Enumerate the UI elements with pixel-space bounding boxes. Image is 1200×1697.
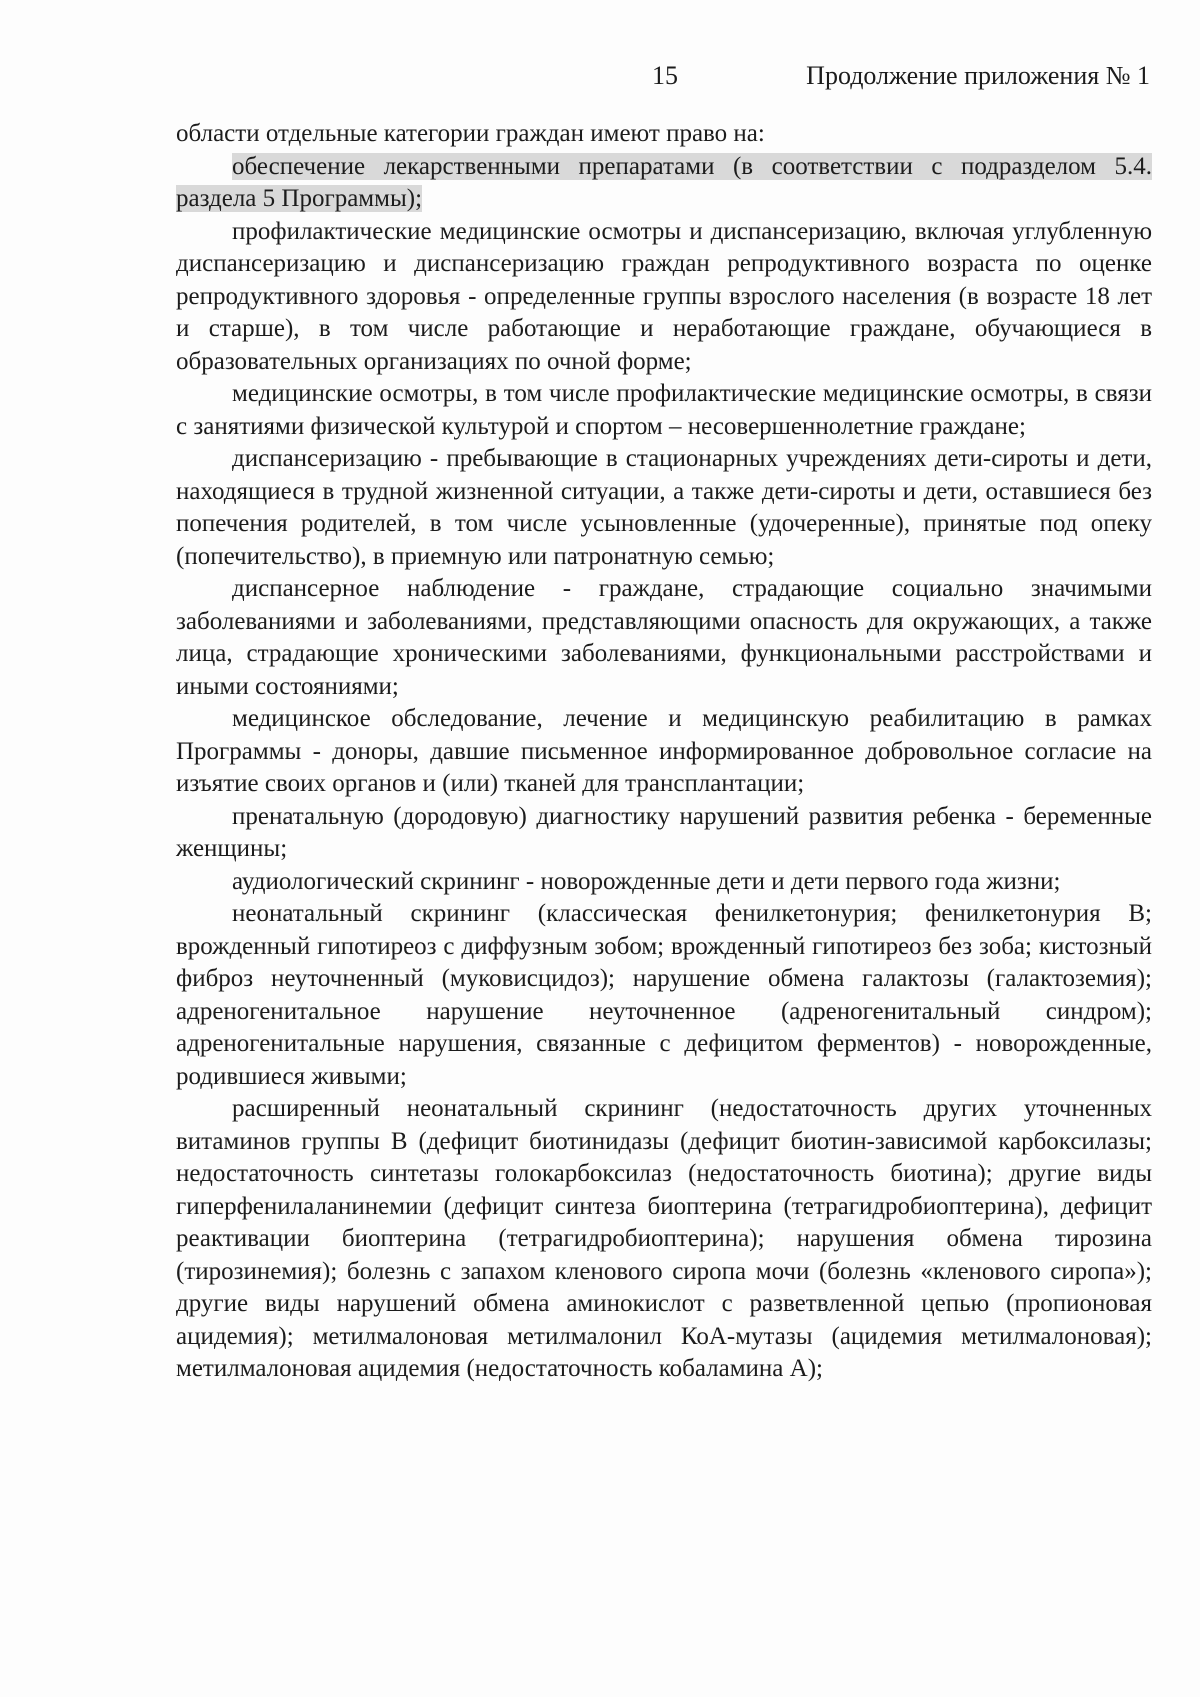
page-number: 15 [652, 61, 678, 90]
paragraph-orphans-screening: диспансеризацию - пребывающие в стационарных учреждениях дети-сироты и дети, находящиеся в трудной жизненной ситуации, а также дети-сироты и дети, оставшиеся без попечения родителей, в том числе усыновленные (удочеренные), принятые под опеку (попечительство), в приемную или патронатную семью; [176, 445, 1152, 570]
paragraph-dispensary-observation: диспансерное наблюдение - граждане, страдающие социально значимыми заболеваниями и заболеваниями, представляющими опасность для окружающих, а также лица, страдающие хроническими заболеваниями, функциональными расстройствами и иными состояниями; [176, 575, 1152, 700]
paragraph-audiology-screening: аудиологический скрининг - новорожденные дети и дети первого года жизни; [232, 867, 1061, 895]
paragraph-extended-neonatal-screening: расширенный неонатальный скрининг (недостаточность других уточненных витаминов группы В (дефицит биотинидазы (дефицит биотин-зависимой карбоксилазы; недостаточность синтетазы голокарбоксилаз (недостаточность биотина); другие виды гиперфенилаланинемии (дефицит синтеза биоптерина (тетрагидробиоптерина), дефицит реактивации биоптерина (тетрагидробиоптерина); нарушения обмена тирозина (тирозинемия); болезнь с запахом кленового сиропа мочи (болезнь «кленового сиропа»); другие виды нарушений обмена аминокислот с разветвленной цепью (пропионовая ацидемия); метилмалоновая метилмалонил КоА-мутазы (ацидемия метилмалоновая); метилмалоновая ацидемия (недостаточность кобаламина А); [176, 1095, 1152, 1382]
paragraph-medical-exams: медицинские осмотры, в том числе профилактические медицинские осмотры, в связи с занятиями физической культурой и спортом – несовершеннолетние граждане; [176, 380, 1152, 440]
paragraph-drug-provision [176, 151, 1152, 216]
document-body [176, 118, 1152, 1386]
appendix-continuation-label: Продолжение приложения № 1 [806, 61, 1150, 90]
paragraph-intro: области отдельные категории граждан имеют право на: [176, 120, 765, 147]
paragraph-preventive-exams: профилактические медицинские осмотры и диспансеризацию, включая углубленную диспансеризацию и диспансеризацию граждан репродуктивного возраста по оценке репродуктивного здоровья - определенные группы взрослого населения (в возрасте 18 лет и старше), в том числе работающие и неработающие граждане, обучающиеся в образовательных организациях по очной форме; [176, 217, 1152, 375]
paragraph-prenatal-diagnostics: пренатальную (дородовую) диагностику нарушений развития ребенка - беременные женщины; [176, 802, 1152, 862]
paragraph-neonatal-screening: неонатальный скрининг (классическая фенилкетонурия; фенилкетонурия В; врожденный гипотиреоз с диффузным зобом; врожденный гипотиреоз без зоба; кистозный фиброз неуточненный (муковисцидоз); нарушение обмена галактозы (галактоземия); адреногенитальное нарушение неуточненное (адреногенитальный синдром); адреногенитальные нарушения, связанные с дефицитом ферментов) - новорожденные, родившиеся живыми; [176, 900, 1152, 1090]
highlighted-text: обеспечение лекарственными препаратами (в соответствии с подразделом 5.4. раздела 5 Программы); [176, 152, 1152, 212]
paragraph-donors: медицинское обследование, лечение и медицинскую реабилитацию в рамках Программы - доноры, давшие письменное информированное добровольное согласие на изъятие своих органов и (или) тканей для трансплантации; [176, 705, 1152, 797]
